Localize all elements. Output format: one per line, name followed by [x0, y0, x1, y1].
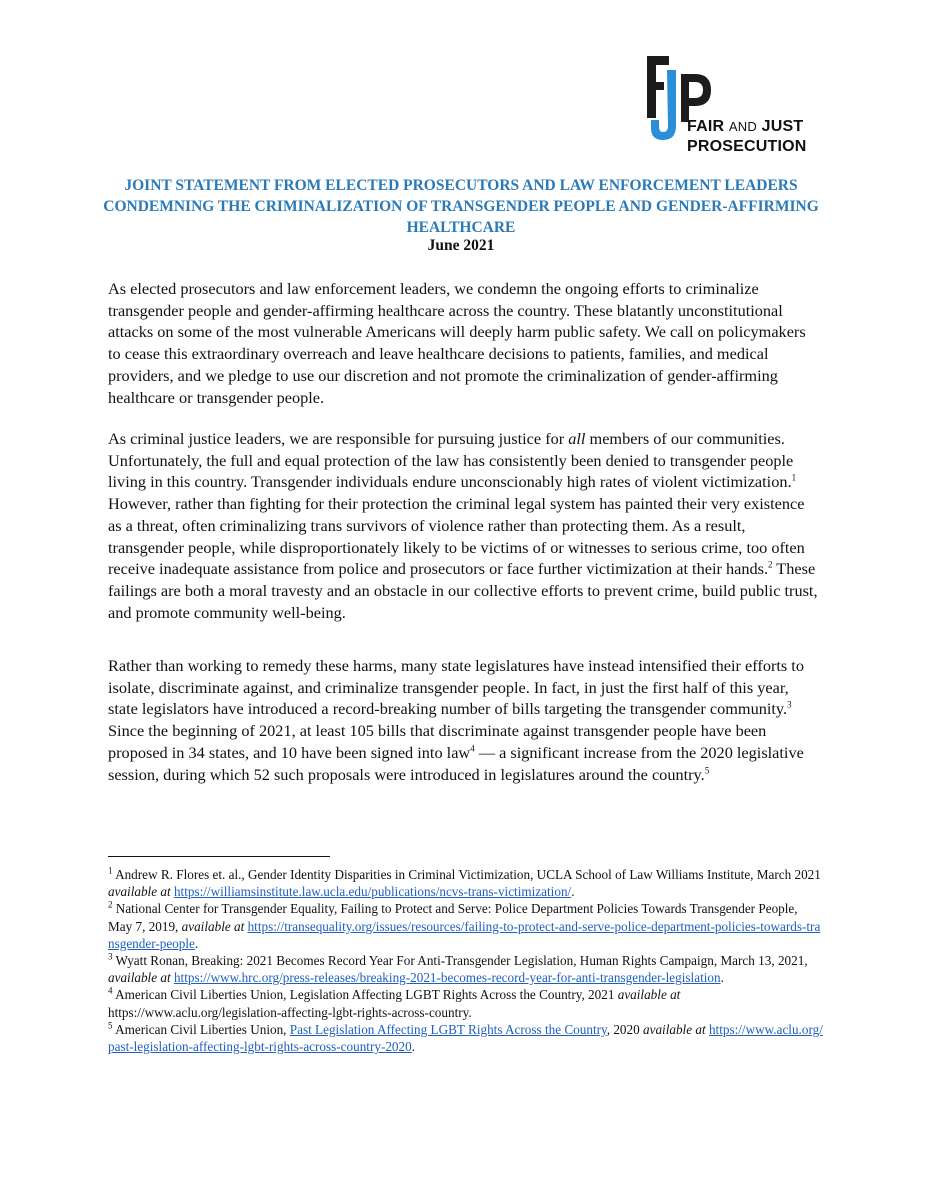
p2-text-d: These failings are both a moral travesty and an obstacle in our collective efforts to prevent crime, build public trust, and promote community well-being. [108, 559, 818, 622]
footnotes [108, 866, 823, 1055]
statement-title: JOINT STATEMENT FROM ELECTED PROSECUTORS AND LAW ENFORCEMENT LEADERS CONDEMNING THE CRIMINALIZATION OF TRANSGENDER PEOPLE AND GENDER-AFFIRMING HEALTHCARE [103, 177, 819, 236]
p2-text-b: members of our communities. Unfortunately, the full and equal protection of the law has consistently been denied to transgender people living in this country. Transgender individuals endure unconscionably high rates of violent victimization. [108, 429, 794, 492]
footnote-2 [108, 900, 823, 952]
footnote-text: Wyatt Ronan, Breaking: 2021 Becomes Record Year For Anti-Transgender Legislation, Human Rights Campaign, March 13, 2021, [112, 953, 808, 969]
logo-word-and: AND [728, 119, 757, 134]
fjp-logo-wordmark [687, 117, 807, 157]
footnote-number: 2 [108, 900, 113, 911]
footnote-text: American Civil Liberties Union, [112, 1021, 290, 1037]
footnote-period: . [194, 935, 199, 951]
footnote-5 [108, 1021, 823, 1055]
footnote-available-at: available at [643, 1021, 706, 1037]
footnote-number: 5 [108, 1020, 113, 1031]
p2-emphasis-all: all [568, 429, 586, 448]
footnote-ref-4[interactable]: 4 [470, 743, 475, 754]
footnote-period: . [411, 1039, 416, 1055]
footnote-text: National Center for Transgender Equality, Failing to Protect and Serve: Police Department Policies Towards Transgender People, May 7, 2019, [108, 901, 798, 934]
footnote-ref-5[interactable]: 5 [704, 765, 710, 776]
footnote-link[interactable]: https://www.aclu.org/past-legislation-affecting-lgbt-rights-across-country-2020 [108, 1021, 823, 1055]
p2-text-c: However, rather than fighting for their protection the criminal legal system has painted their very existence as a threat, often criminalizing trans survivors of violence rather than protecting them. As a result, transgender people, while disproportionately likely to be victims of or witnesses to serious crime, too often receive inadequate assistance from police and prosecutors or face further victimization at their hands. [108, 494, 805, 579]
statement-date: June 2021 [427, 237, 495, 254]
logo-word-prosecution: PROSECUTION [687, 138, 807, 155]
footnote-text: American Civil Liberties Union, Legislation Affecting LGBT Rights Across the Country, 2021 [112, 987, 618, 1003]
footnote-link[interactable]: https://www.hrc.org/press-releases/breaking-2021-becomes-record-year-for-anti-transgender-legislation [173, 970, 721, 986]
footnote-number: 1 [108, 865, 113, 876]
footnote-available-at: available at [108, 970, 171, 986]
footnote-number: 3 [108, 951, 113, 962]
footnote-ref-1[interactable]: 1 [791, 472, 797, 483]
footnote-link[interactable]: https://transequality.org/issues/resources/failing-to-protect-and-serve-police-department-policies-towards-transgender-people [108, 918, 821, 951]
footnote-1 [108, 866, 823, 900]
paragraph-2 [108, 428, 820, 623]
paragraph-1: As elected prosecutors and law enforcement leaders, we condemn the ongoing efforts to criminalize transgender people and gender-affirming healthcare across the country. These blatantly unconstitutional attacks on some of the most vulnerable Americans will deeply harm public safety. We call on policymakers to cease this extraordinary overreach and leave healthcare decisions to patients, families, and medical providers, and we pledge to use our discretion and not promote the criminalization of gender-affirming healthcare or transgender people. [108, 279, 806, 407]
footnote-text: , 2020 [606, 1021, 643, 1037]
footnote-available-at: available at [108, 884, 171, 900]
footnote-link[interactable]: Past Legislation Affecting LGBT Rights Across the Country [289, 1021, 607, 1037]
footnote-number: 4 [108, 986, 113, 997]
footnote-separator [108, 856, 330, 857]
footnote-3 [108, 952, 823, 986]
footnote-period: . [571, 884, 575, 900]
footnote-link[interactable]: https://williamsinstitute.law.ucla.edu/publications/ncvs-trans-victimization/ [173, 884, 572, 900]
paragraph-3 [108, 655, 820, 785]
p3-text-a: Rather than working to remedy these harms, many state legislatures have instead intensified their efforts to isolate, discriminate against, and criminalize transgender people. In fact, in just the first half of this year, state legislators have introduced a record-breaking number of bills targeting the transgender community. [108, 656, 804, 719]
p2-text-a: As criminal justice leaders, we are responsible for pursuing justice for [108, 429, 569, 448]
footnote-available-at: available at [617, 987, 681, 1003]
p3-text-b: Since the beginning of 2021, at least 105 bills that discriminate against transgender people have been proposed in 34 states, and 10 have been signed into law [108, 721, 767, 762]
logo-word-just: JUST [761, 118, 804, 135]
logo-word-fair: FAIR [687, 118, 725, 135]
p3-text-c: — a significant increase from the 2020 legislative session, during which 52 such proposals were introduced in legislatures around the country. [108, 742, 804, 784]
footnote-ref-2[interactable]: 2 [768, 559, 773, 570]
footnote-ref-3[interactable]: 3 [787, 699, 792, 710]
footnote-4 [108, 986, 823, 1020]
footnote-url-text: https://www.aclu.org/legislation-affecting-lgbt-rights-across-country. [108, 1004, 472, 1020]
footnote-text: Andrew R. Flores et. al., Gender Identity Disparities in Criminal Victimization, UCLA School of Law Williams Institute, March 2021 [112, 867, 821, 882]
footnote-available-at: available at [181, 918, 245, 934]
footnote-period: . [720, 970, 724, 986]
